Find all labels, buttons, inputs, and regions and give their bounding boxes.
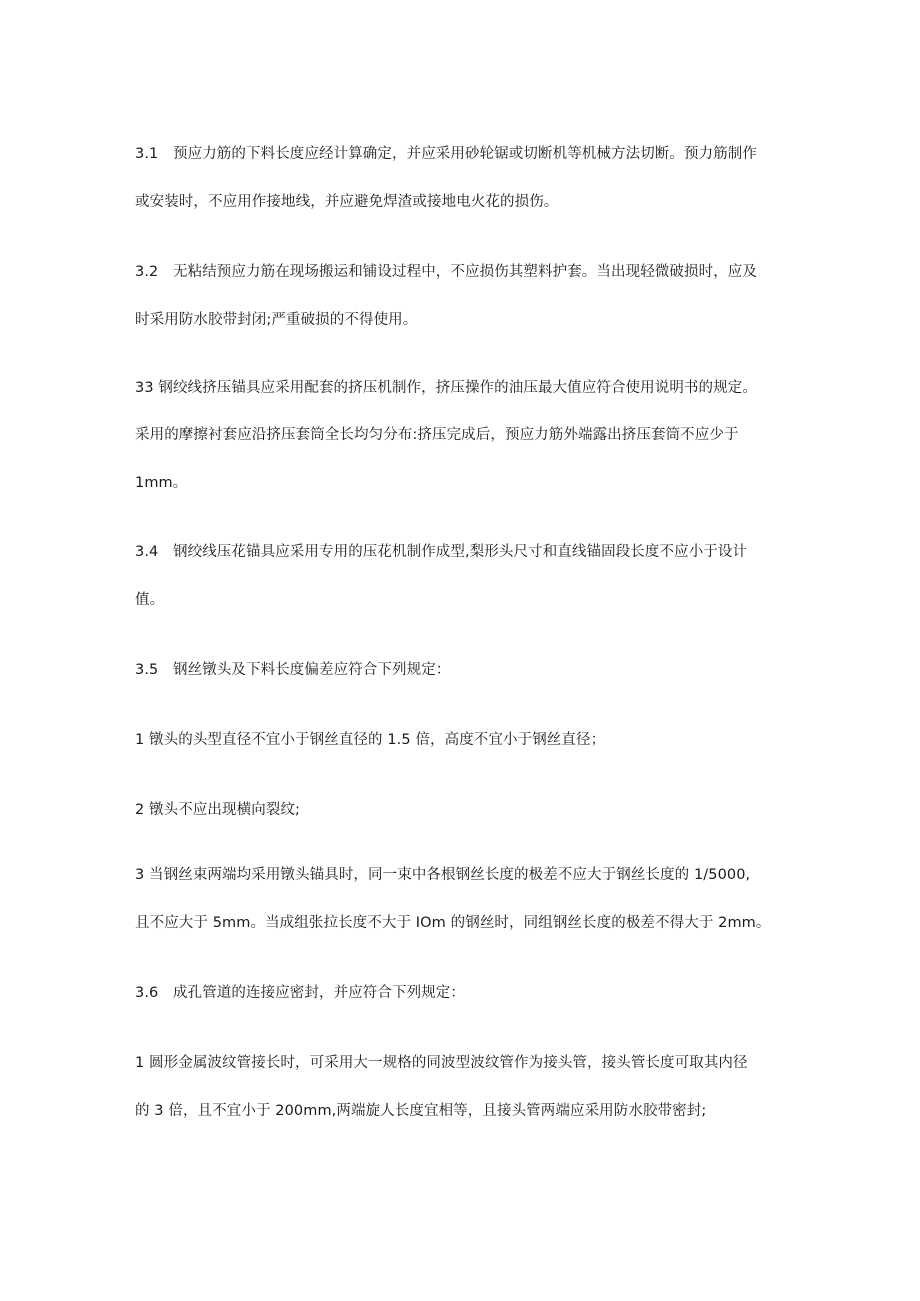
list-item-3-5-3-line-2 <box>135 913 795 933</box>
section-text: 钢丝镦头及下料长度偏差应符合下列规定： <box>173 662 451 678</box>
list-item-3-6-1-line-2 <box>135 1101 795 1121</box>
section-text: 33 钢绞线挤压锚具应采用配套的挤压机制作，挤压操作的油压最大值应符合使用说明书的规定。 <box>135 380 757 396</box>
list-item-3-5-1 <box>135 730 795 750</box>
section-text: 时采用防水胶带封闭;严重破损的不得使用。 <box>135 312 418 328</box>
section-3-2-line-1 <box>135 262 795 282</box>
section-3-6-line-1 <box>135 983 795 1003</box>
list-item-text: 且不应大于 5mm。当成组张拉长度不大于 IOm 的钢丝时，同组钢丝长度的极差不得大于 2mm。 <box>135 915 771 931</box>
section-number: 3.4 <box>135 544 159 560</box>
section-3-4-line-2 <box>135 590 795 610</box>
section-text: 采用的摩擦衬套应沿挤压套筒全长均匀分布:挤压完成后，预应力筋外端露出挤压套筒不应少于 <box>135 427 739 443</box>
list-item-text: 的 3 倍，且不宜小于 200mm,两端旋人长度宜相等，且接头管两端应采用防水胶带密封; <box>135 1103 707 1119</box>
list-item-text: 3 当钢丝束两端均采用镦头锚具时，同一束中各根钢丝长度的极差不应大于钢丝长度的 1/5000, <box>135 867 751 883</box>
section-3-3-line-3 <box>135 473 795 493</box>
section-number: 3.5 <box>135 662 159 678</box>
section-3-5-line-1 <box>135 660 795 680</box>
list-item-text: 1 圆形金属波纹管接长时，可采用大一规格的同波型波纹管作为接头管，接头管长度可取其内径 <box>135 1055 748 1071</box>
section-text: 值。 <box>135 592 165 608</box>
section-number: 3.1 <box>135 146 159 162</box>
section-3-3-line-1 <box>135 378 795 398</box>
section-text: 成孔管道的连接应密封，并应符合下列规定： <box>173 985 465 1001</box>
section-3-4-line-1 <box>135 542 795 562</box>
section-3-3-line-2 <box>135 425 795 445</box>
list-item-3-5-2 <box>135 800 795 820</box>
section-text: 钢绞线压花锚具应采用专用的压花机制作成型,梨形头尺寸和直线锚固段长度不应小于设计 <box>173 544 748 560</box>
section-text: 无粘结预应力筋在现场搬运和铺设过程中，不应损伤其塑料护套。当出现轻微破损时，应及 <box>173 264 757 280</box>
list-item-text: 2 镦头不应出现横向裂纹; <box>135 802 301 818</box>
section-3-2-line-2 <box>135 310 795 330</box>
list-item-3-6-1-line-1 <box>135 1053 795 1073</box>
section-number: 3.6 <box>135 985 159 1001</box>
list-item-3-5-3-line-1 <box>135 865 795 885</box>
section-text: 或安装时，不应用作接地线，并应避免焊渣或接地电火花的损伤。 <box>135 194 559 210</box>
list-item-text: 1 镦头的头型直径不宜小于钢丝直径的 1.5 倍，高度不宜小于钢丝直径； <box>135 732 606 748</box>
section-text: 1mm。 <box>135 475 188 491</box>
section-text: 预应力筋的下料长度应经计算确定，并应采用砂轮锯或切断机等机械方法切断。预力筋制作 <box>173 146 757 162</box>
section-number: 3.2 <box>135 264 159 280</box>
section-3-1-line-2 <box>135 192 795 212</box>
section-3-1-line-1 <box>135 144 795 164</box>
